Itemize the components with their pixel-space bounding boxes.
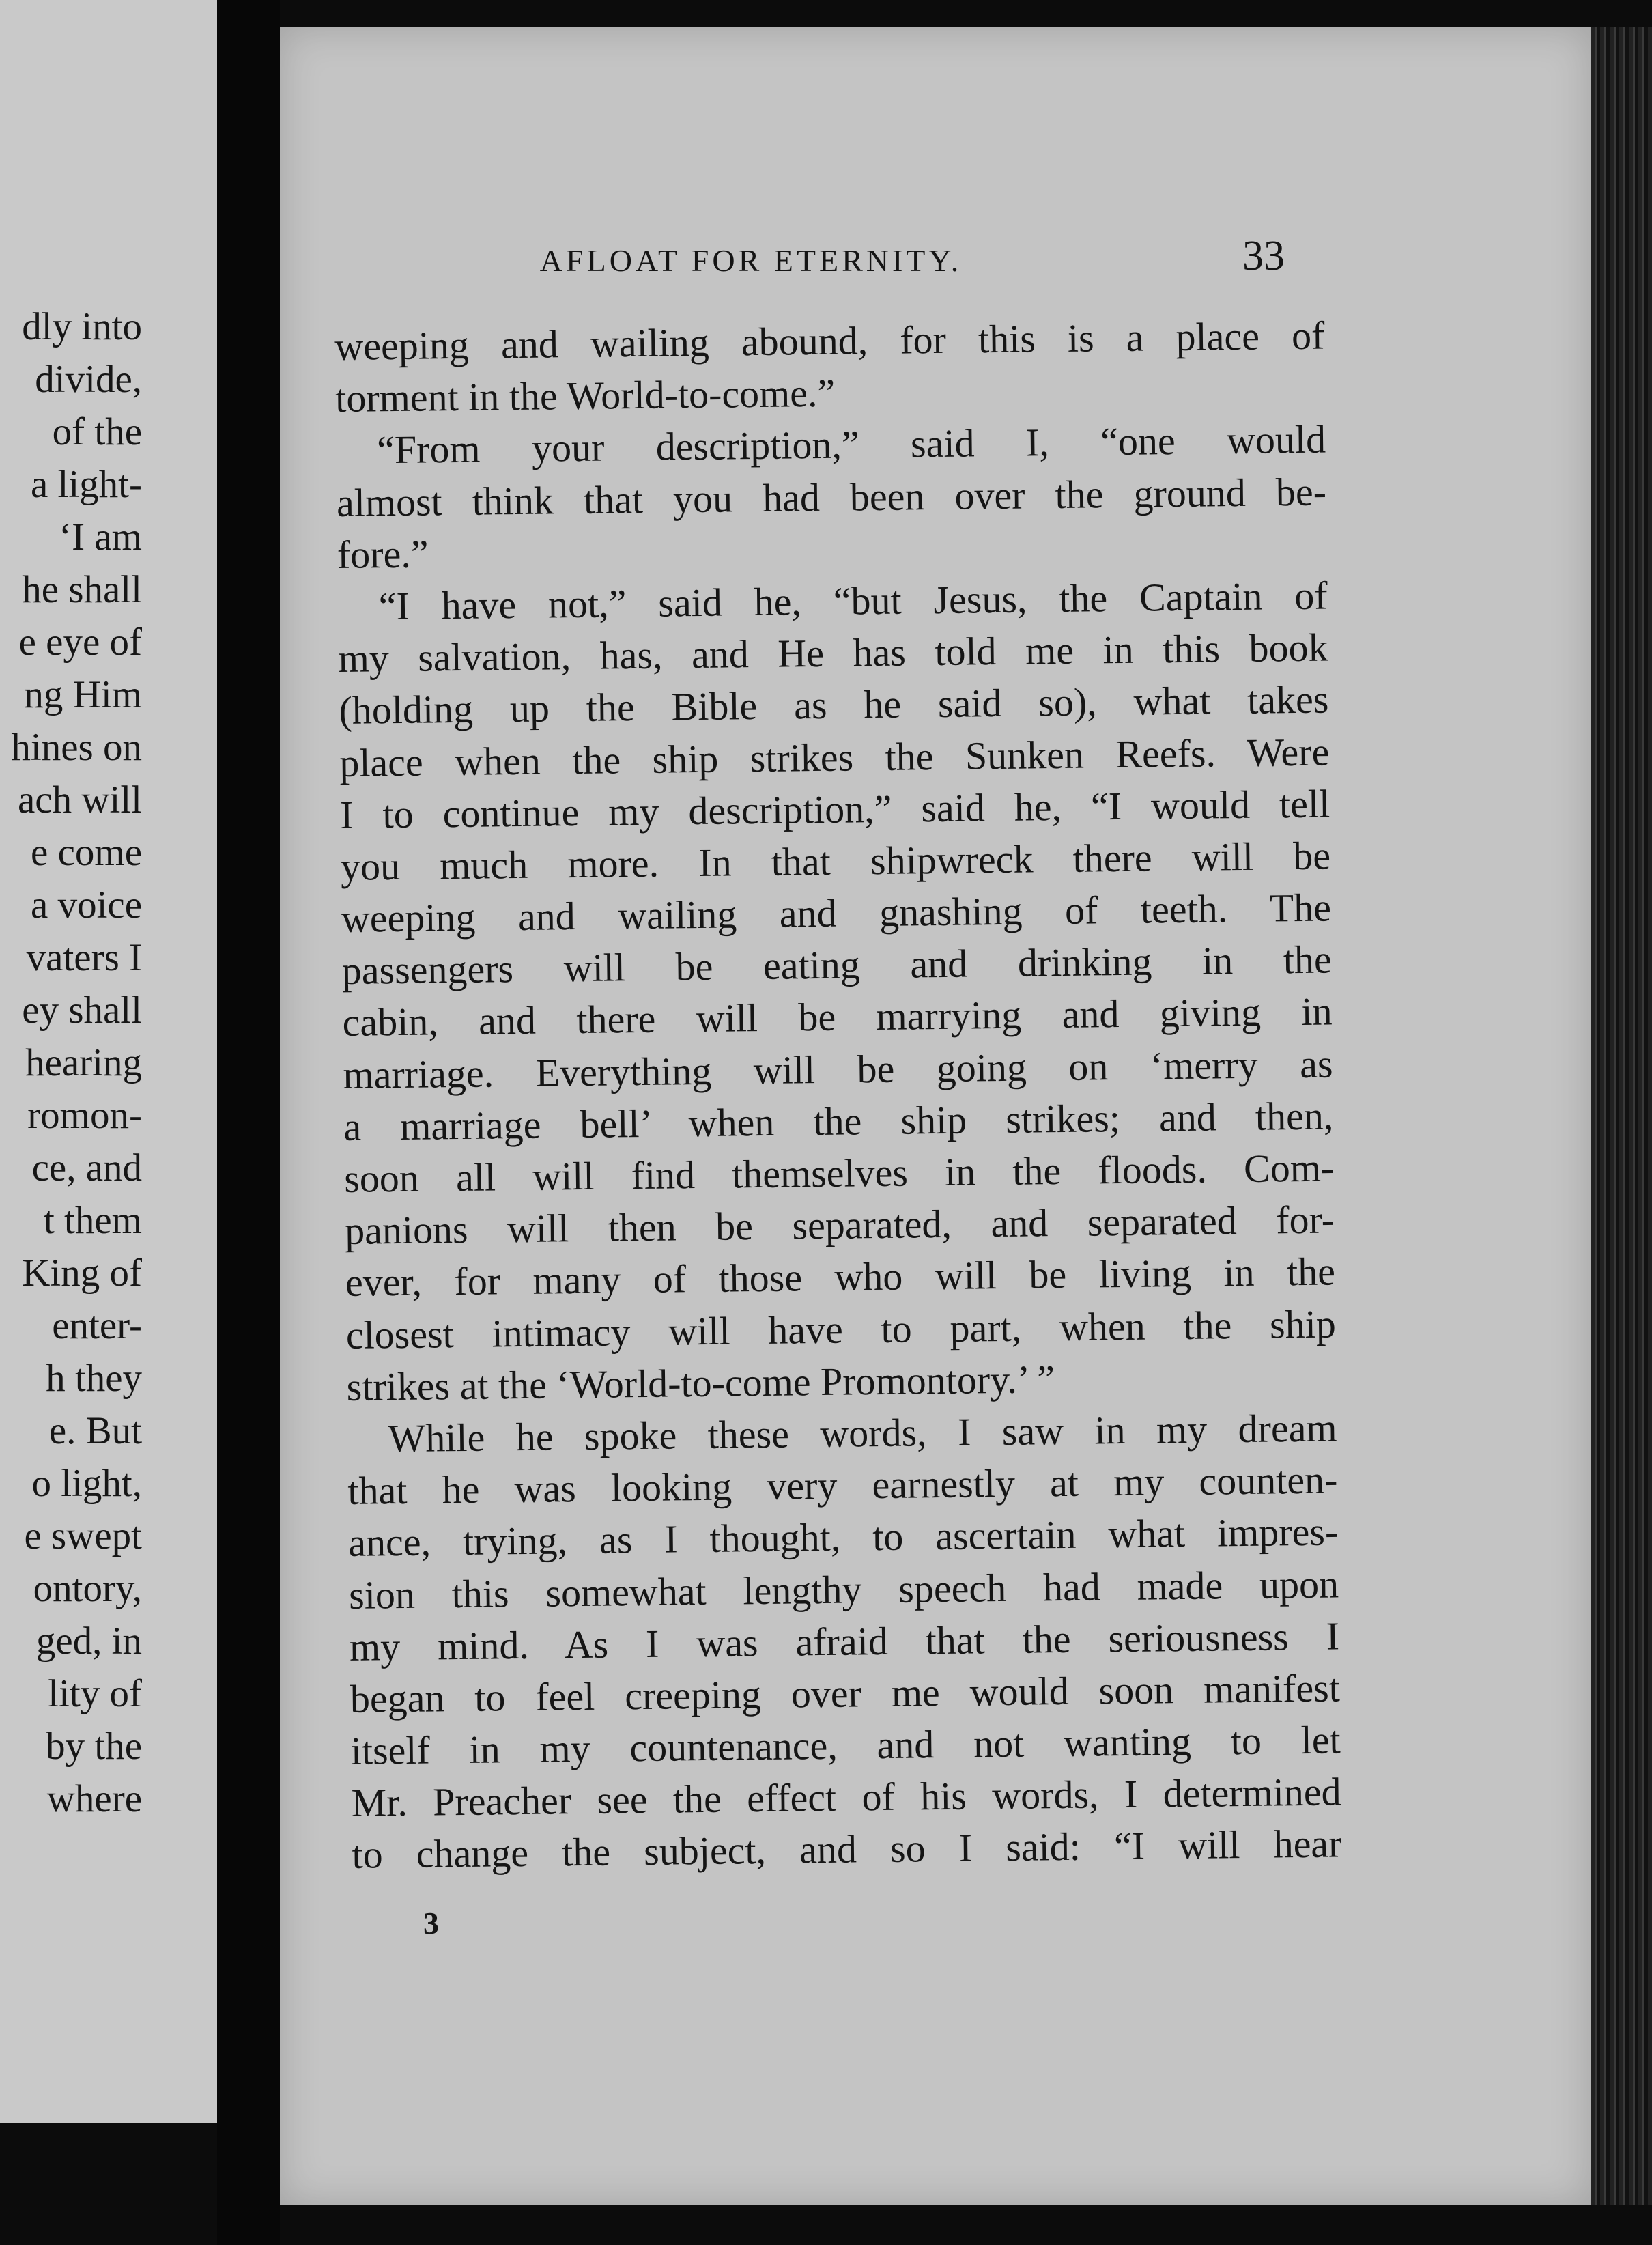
text-line: panions will then be separated, and separated for- <box>344 1197 1335 1254</box>
text-line: my mind. As I was afraid that the seriousness I <box>349 1613 1340 1669</box>
left-page-line: e eye of <box>18 621 142 664</box>
left-page-line: a light- <box>30 463 142 506</box>
left-page-line: hearing <box>25 1041 142 1084</box>
text-line: sion this somewhat lengthy speech had made upon <box>348 1561 1339 1618</box>
left-page-line: ‘I am <box>59 516 142 559</box>
text-line: itself in my countenance, and not wanting to let <box>350 1717 1341 1773</box>
text-line: cabin, and there will be marrying and giving in <box>342 989 1333 1045</box>
book-gutter <box>217 0 280 2245</box>
text-line: almost think that you had been over the ground be- <box>336 469 1327 525</box>
text-line: ever, for many of those who will be living in the <box>345 1249 1336 1305</box>
left-page-line: dly into <box>22 305 142 348</box>
text-line: marriage. Everything will be going on ‘merry as <box>343 1041 1333 1097</box>
text-line: soon all will find themselves in the floods. Com- <box>343 1145 1335 1201</box>
left-page-line: enter- <box>52 1304 142 1347</box>
text-line: fore.” <box>337 531 429 577</box>
text-line: place when the ship strikes the Sunken Reefs. Were <box>339 729 1330 785</box>
text-line: weeping and wailing and gnashing of teeth. The <box>341 885 1332 942</box>
text-line: a marriage bell’ when the ship strikes; and then, <box>343 1093 1334 1149</box>
text-line: torment in the World-to-come.” <box>334 370 836 421</box>
left-page-line: ce, and <box>31 1146 142 1189</box>
page-edge-stack <box>1591 27 1652 2205</box>
text-line: weeping and wailing abound, for this is a place of <box>334 313 1325 369</box>
left-page-line: King of <box>22 1252 142 1295</box>
text-line: closest intimacy will have to part, when the ship <box>345 1301 1337 1357</box>
left-facing-page <box>0 0 217 2123</box>
text-line: ance, trying, as I thought, to ascertain what impres- <box>347 1509 1339 1566</box>
left-page-line: h they <box>46 1357 142 1400</box>
left-page-line: e come <box>31 831 142 874</box>
text-line: that he was looking very earnestly at my counten- <box>347 1457 1338 1514</box>
left-page-line: ey shall <box>22 989 142 1032</box>
page-number: 33 <box>1242 233 1285 279</box>
left-page-line: t them <box>43 1199 142 1242</box>
text-line: strikes at the ‘World-to-come Promontory.’ ” <box>346 1356 1055 1409</box>
left-page-line: o light, <box>31 1462 142 1505</box>
text-line: passengers will be eating and drinking in the <box>341 937 1333 993</box>
left-page-line: by the <box>46 1725 142 1768</box>
left-page-line: lity of <box>48 1672 142 1715</box>
text-line: to change the subject, and so I said: “I will hear <box>352 1821 1342 1878</box>
left-page-line: hines on <box>11 726 142 769</box>
left-page-line: he shall <box>22 568 142 611</box>
text-line: you much more. In that shipwreck there will be <box>340 833 1331 889</box>
text-line: While he spoke these words, I saw in my dream <box>388 1405 1337 1461</box>
text-line: my salvation, has, and He has told me in this book <box>338 625 1328 681</box>
signature-mark: 3 <box>423 1906 439 1940</box>
left-page-line: romon- <box>27 1094 142 1137</box>
left-page-line: a voice <box>31 884 142 927</box>
text-line: “From your description,” said I, “one would <box>376 416 1326 472</box>
left-page-line: ach will <box>17 778 142 821</box>
text-line: Mr. Preacher see the effect of his words, I determined <box>351 1769 1341 1826</box>
text-line: (holding up the Bible as he said so), what takes <box>339 677 1329 733</box>
left-page-line: e. But <box>48 1409 142 1452</box>
text-line: I to continue my description,” said he, “I would tell <box>339 781 1330 837</box>
running-head: AFLOAT FOR ETERNITY. <box>539 243 963 278</box>
left-page-line: ged, in <box>35 1620 142 1663</box>
left-page-line: vaters I <box>26 936 142 979</box>
left-page-line: e swept <box>24 1514 142 1557</box>
text-line: began to feel creeping over me would soon manifest <box>350 1665 1341 1721</box>
body-text <box>334 310 1342 1882</box>
left-page-line: ng Him <box>24 673 142 716</box>
left-page-line: ontory, <box>33 1567 142 1610</box>
text-line: “I have not,” said he, “but Jesus, the Captain of <box>378 573 1328 629</box>
left-page-line: of the <box>52 410 142 453</box>
left-page-line: divide, <box>35 358 142 401</box>
left-page-line: where <box>46 1777 142 1820</box>
left-page-text <box>11 300 142 1825</box>
